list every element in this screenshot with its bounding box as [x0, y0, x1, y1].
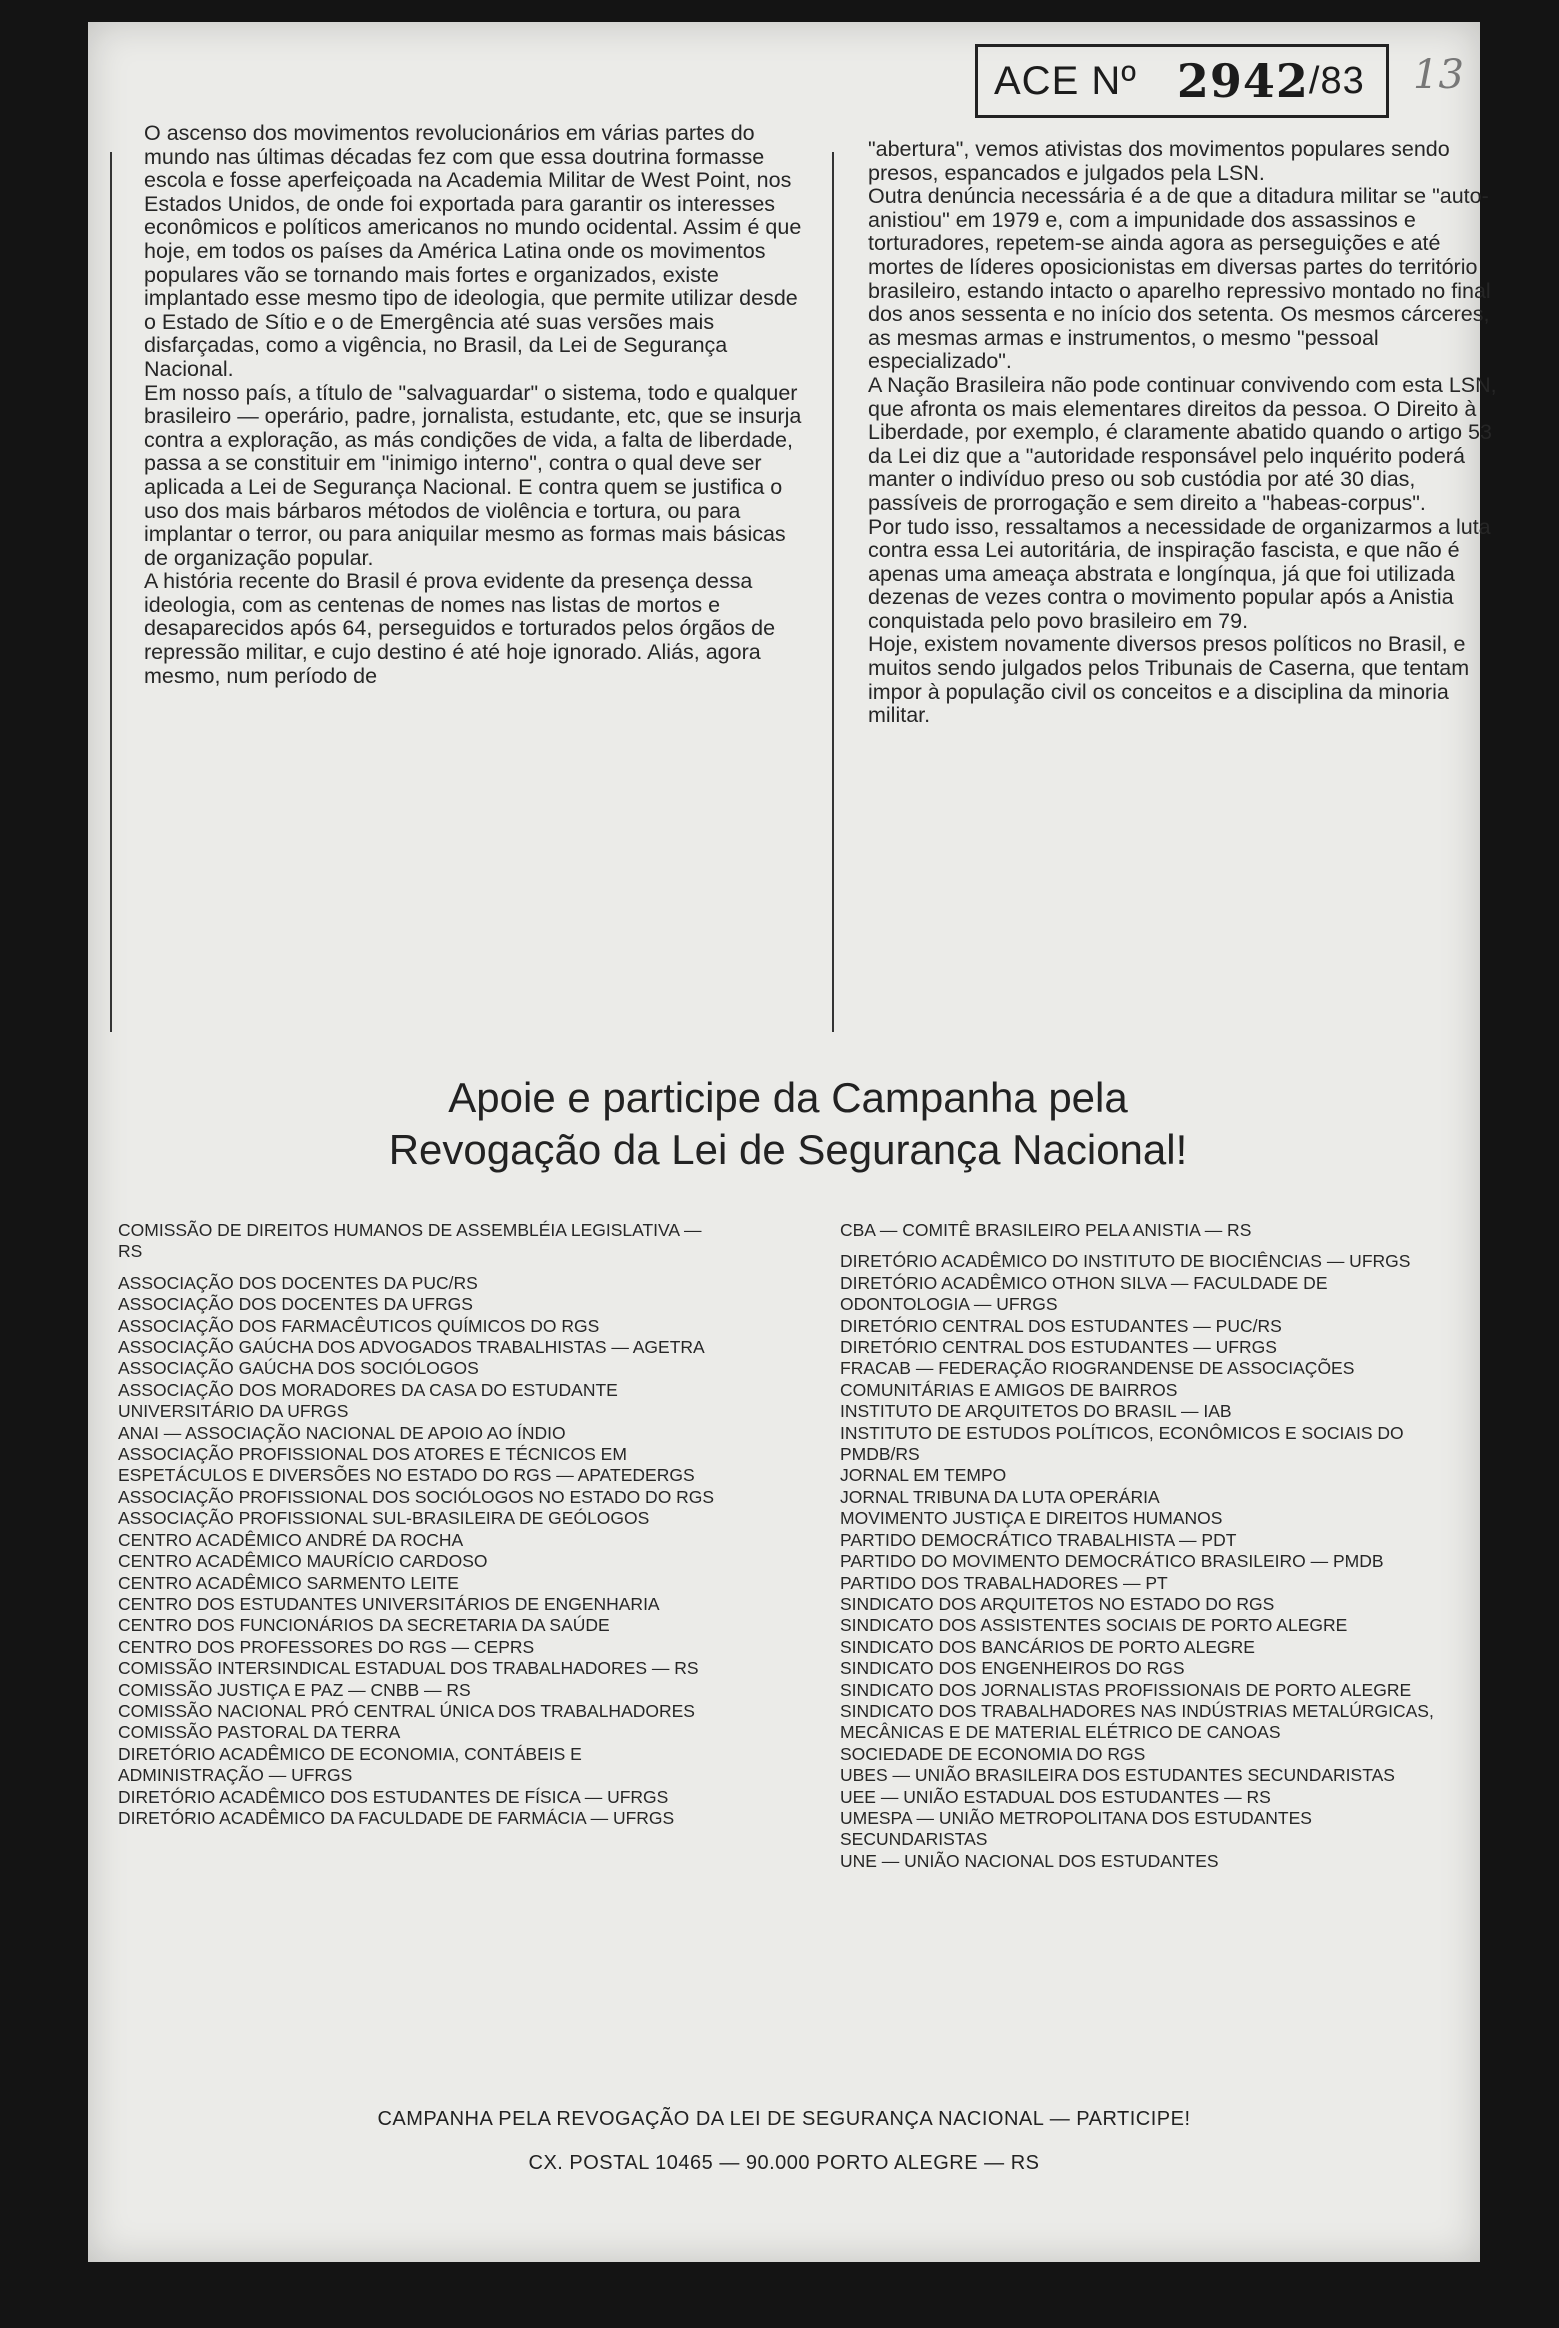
signatory-item: SINDICATO DOS TRABALHADORES NAS INDÚSTRIAS METALÚRGICAS, MECÂNICAS E DE MATERIAL ELÉTRICO DE CANOAS: [840, 1700, 1434, 1743]
signatory-item: ASSOCIAÇÃO GAÚCHA DOS ADVOGADOS TRABALHISTAS — AGETRA: [118, 1337, 705, 1358]
footer-campaign-line: CAMPANHA PELA REVOGAÇÃO DA LEI DE SEGURANÇA NACIONAL — PARTICIPE!: [377, 2108, 1191, 2130]
ace-number: 2942: [1176, 54, 1309, 108]
signatory-item: INSTITUTO DE ESTUDOS POLÍTICOS, ECONÔMICOS E SOCIAIS DO PMDB/RS: [840, 1422, 1404, 1465]
signatory-item: ASSOCIAÇÃO PROFISSIONAL DOS ATORES E TÉCNICOS EM ESPETÁCULOS E DIVERSÕES NO ESTADO DO RGS — APATEDERGS: [118, 1444, 695, 1486]
signatory-item: UEE — UNIÃO ESTADUAL DOS ESTUDANTES — RS: [840, 1786, 1271, 1807]
document-page: [88, 22, 1497, 2262]
signatory-item: UMESPA — UNIÃO METROPOLITANA DOS ESTUDANTES SECUNDARISTAS: [840, 1807, 1312, 1850]
signatory-item: PARTIDO DO MOVIMENTO DEMOCRÁTICO BRASILEIRO — PMDB: [840, 1551, 1384, 1572]
signatory-item: CENTRO DOS PROFESSORES DO RGS — CEPRS: [118, 1636, 535, 1657]
signatory-item: UNE — UNIÃO NACIONAL DOS ESTUDANTES: [840, 1850, 1219, 1871]
ace-stamp: [975, 44, 1389, 118]
article-paragraph: "abertura", vemos ativistas dos movimentos populares sendo presos, espancados e julgados pela LSN.: [868, 137, 1450, 185]
signatory-item: ASSOCIAÇÃO DOS DOCENTES DA UFRGS: [118, 1294, 473, 1315]
signatory-item: ASSOCIAÇÃO PROFISSIONAL SUL-BRASILEIRA DE GEÓLOGOS: [118, 1508, 650, 1529]
article-paragraph: Outra denúncia necessária é a de que a ditadura militar se "auto-anistiou" em 1979 e, com a impunidade dos assassinos e torturadores, repetem-se ainda agora as perseguições e até mortes de líderes oposicionistas em diversas partes do território brasileiro, estando intacto o aparelho repressivo montado no final dos anos sessenta e no início dos setenta. Os mesmos cárceres, as mesmas armas e instrumentos, o mesmo "pessoal especializado".: [868, 184, 1491, 374]
headline-line-2: Revogação da Lei de Segurança Nacional!: [388, 1126, 1188, 1173]
column-divider-rule: [832, 152, 834, 1032]
signatory-item: CENTRO ACADÊMICO SARMENTO LEITE: [118, 1572, 459, 1593]
signatory-item: PARTIDO DEMOCRÁTICO TRABALHISTA — PDT: [840, 1529, 1237, 1550]
article-left-column: [144, 122, 804, 688]
signatory-item: ASSOCIAÇÃO PROFISSIONAL DOS SOCIÓLOGOS NO ESTADO DO RGS: [118, 1486, 715, 1507]
left-margin-rule: [110, 152, 112, 1032]
signatory-item: SINDICATO DOS JORNALISTAS PROFISSIONAIS DE PORTO ALEGRE: [840, 1679, 1412, 1700]
signatory-item: INSTITUTO DE ARQUITETOS DO BRASIL — IAB: [840, 1401, 1232, 1422]
signatory-item: ASSOCIAÇÃO DOS DOCENTES DA PUC/RS: [118, 1272, 478, 1293]
signatory-item: DIRETÓRIO ACADÊMICO DO INSTITUTO DE BIOCIÊNCIAS — UFRGS: [840, 1251, 1411, 1272]
signatory-item: ASSOCIAÇÃO GAÚCHA DOS SOCIÓLOGOS: [118, 1358, 479, 1379]
signatory-item: DIRETÓRIO CENTRAL DOS ESTUDANTES — UFRGS: [840, 1337, 1277, 1358]
signatory-item: ASSOCIAÇÃO DOS FARMACÊUTICOS QUÍMICOS DO RGS: [118, 1315, 600, 1336]
signatory-item: ASSOCIAÇÃO DOS MORADORES DA CASA DO ESTUDANTE UNIVERSITÁRIO DA UFRGS: [118, 1379, 618, 1422]
signatory-item: COMISSÃO DE DIREITOS HUMANOS DE ASSEMBLÉIA LEGISLATIVA — RS: [118, 1220, 702, 1262]
signatory-item: CENTRO DOS FUNCIONÁRIOS DA SECRETARIA DA SAÚDE: [118, 1615, 610, 1636]
headline-line-1: Apoie e participe da Campanha pela: [448, 1074, 1128, 1121]
article-paragraph: A história recente do Brasil é prova evidente da presença dessa ideologia, com as centenas de nomes nas listas de mortos e desaparecidos após 64, perseguidos e torturados pelos órgãos de repressão militar, e cujo destino é até hoje ignorado. Aliás, agora mesmo, num período de: [144, 569, 776, 688]
signatory-item: DIRETÓRIO ACADÊMICO DA FACULDADE DE FARMÁCIA — UFRGS: [118, 1807, 675, 1828]
signatory-item: SINDICATO DOS ASSISTENTES SOCIAIS DE PORTO ALEGRE: [840, 1615, 1348, 1636]
signatory-item: DIRETÓRIO ACADÊMICO DOS ESTUDANTES DE FÍSICA — UFRGS: [118, 1786, 669, 1807]
signatories-left-list: [118, 1220, 718, 1829]
signatory-item: DIRETÓRIO ACADÊMICO DE ECONOMIA, CONTÁBEIS E ADMINISTRAÇÃO — UFRGS: [118, 1743, 582, 1786]
signatory-item: COMISSÃO INTERSINDICAL ESTADUAL DOS TRABALHADORES — RS: [118, 1658, 699, 1679]
signatory-item: COMISSÃO NACIONAL PRÓ CENTRAL ÚNICA DOS TRABALHADORES: [118, 1700, 695, 1721]
signatory-item: SINDICATO DOS BANCÁRIOS DE PORTO ALEGRE: [840, 1636, 1255, 1657]
signatory-item: SOCIEDADE DE ECONOMIA DO RGS: [840, 1743, 1146, 1764]
signatory-item: CENTRO ACADÊMICO ANDRÉ DA ROCHA: [118, 1529, 464, 1550]
page-number-mark: 13: [1413, 52, 1464, 98]
signatory-item: ANAI — ASSOCIAÇÃO NACIONAL DE APOIO AO ÍNDIO: [118, 1422, 566, 1443]
signatory-item: JORNAL EM TEMPO: [840, 1465, 1007, 1486]
signatory-item: COMISSÃO JUSTIÇA E PAZ — CNBB — RS: [118, 1679, 471, 1700]
signatory-item: CBA — COMITÊ BRASILEIRO PELA ANISTIA — RS: [840, 1220, 1252, 1240]
signatory-item: JORNAL TRIBUNA DA LUTA OPERÁRIA: [840, 1486, 1160, 1507]
signatory-item: COMISSÃO PASTORAL DA TERRA: [118, 1722, 401, 1743]
signatory-item: PARTIDO DOS TRABALHADORES — PT: [840, 1572, 1168, 1593]
signatory-item: MOVIMENTO JUSTIÇA E DIREITOS HUMANOS: [840, 1508, 1223, 1529]
signatories-right-list: [840, 1220, 1460, 1872]
article-right-column: [868, 138, 1508, 728]
ace-year: /83: [1308, 59, 1365, 102]
article-paragraph: Em nosso país, a título de "salvaguardar" o sistema, todo e qualquer brasileiro — operário, padre, jornalista, estudante, etc, que se insurja contra a exploração, as más condições de vida, a falta de liberdade, passa a se constituir em "inimigo interno", contra o qual deve ser aplicada a Lei de Segurança Nacional. E contra quem se justifica o uso dos mais bárbaros métodos de violência e tortura, ou para implantar o terror, ou para aniquilar mesmo as formas mais básicas de organização popular.: [144, 380, 802, 570]
signatory-item: DIRETÓRIO ACADÊMICO OTHON SILVA — FACULDADE DE ODONTOLOGIA — UFRGS: [840, 1272, 1328, 1315]
signatory-item: CENTRO ACADÊMICO MAURÍCIO CARDOSO: [118, 1551, 488, 1572]
article-paragraph: A Nação Brasileira não pode continuar convivendo com esta LSN, que afronta os mais elementares direitos da pessoa. O Direito à Liberdade, por exemplo, é claramente abatido quando o artigo 53 da Lei diz que a "autoridade responsável pelo inquérito poderá manter o indivíduo preso ou sob custódia por até 30 dias, passíveis de prorrogação e sem direito a "habeas-corpus".: [868, 372, 1497, 515]
article-paragraph: Por tudo isso, ressaltamos a necessidade de organizarmos a luta contra essa Lei autoritária, de inspiração fascista, e que não é apenas uma ameaça abstrata e longínqua, já que foi utilizada dezenas de vezes contra o movimento popular após a Anistia conquistada pelo povo brasileiro em 79.: [868, 514, 1491, 633]
footer-address-line: CX. POSTAL 10465 — 90.000 PORTO ALEGRE — RS: [528, 2152, 1040, 2174]
signatory-item: FRACAB — FEDERAÇÃO RIOGRANDENSE DE ASSOCIAÇÕES COMUNITÁRIAS E AMIGOS DE BAIRROS: [840, 1358, 1355, 1400]
signatory-item: UBES — UNIÃO BRASILEIRA DOS ESTUDANTES SECUNDARISTAS: [840, 1765, 1395, 1786]
signatory-item: DIRETÓRIO CENTRAL DOS ESTUDANTES — PUC/RS: [840, 1315, 1282, 1336]
signatory-item: SINDICATO DOS ENGENHEIROS DO RGS: [840, 1658, 1185, 1679]
signatory-item: CENTRO DOS ESTUDANTES UNIVERSITÁRIOS DE ENGENHARIA: [118, 1593, 660, 1614]
signatory-item: SINDICATO DOS ARQUITETOS NO ESTADO DO RGS: [840, 1593, 1275, 1614]
ace-label: ACE Nº: [994, 58, 1137, 103]
article-paragraph: Hoje, existem novamente diversos presos políticos no Brasil, e muitos sendo julgados pelos Tribunais de Caserna, que tentam impor à população civil os conceitos e a disciplina da minoria militar.: [868, 632, 1470, 728]
campaign-headline: [238, 1072, 1338, 1176]
article-paragraph: O ascenso dos movimentos revolucionários em várias partes do mundo nas últimas décadas fez com que essa doutrina formasse escola e fosse aperfeiçoada na Academia Militar de West Point, nos Estados Unidos, de onde foi exportada para garantir os interesses econômicos e políticos americanos no mundo ocidental. Assim é que hoje, em todos os países da América Latina onde os movimentos populares vão se tornando mais fortes e organizados, existe implantado esse mesmo tipo de ideologia, que permite utilizar desde o Estado de Sítio e o de Emergência até suas versões mais disfarçadas, como a vigência, no Brasil, da Lei de Segurança Nacional.: [144, 121, 802, 381]
